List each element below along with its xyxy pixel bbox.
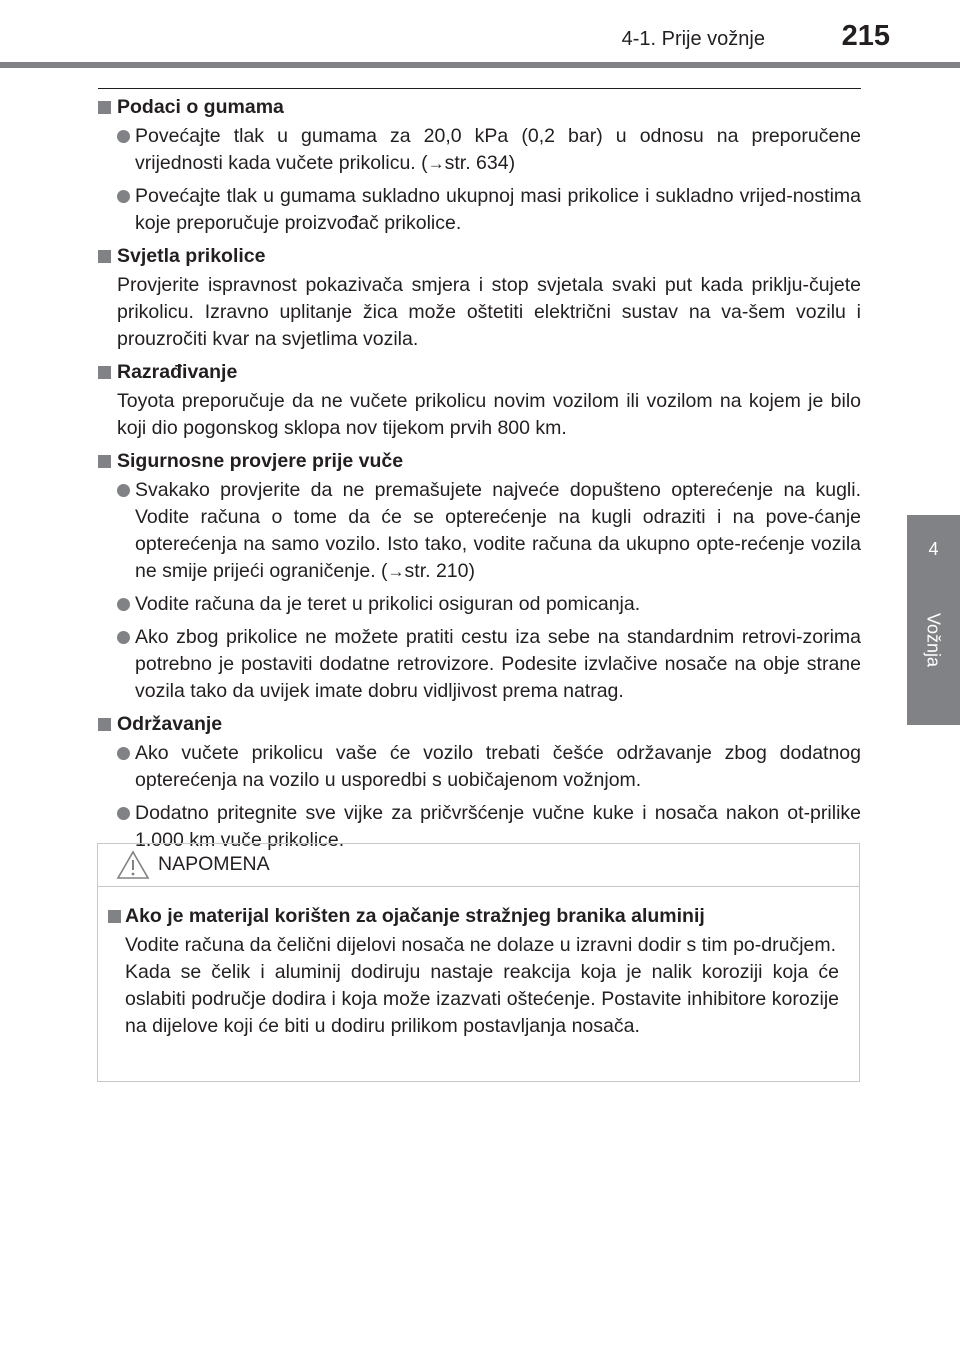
bullet-text: Povećajte tlak u gumama za 20,0 kPa (0,2 bar) u odnosu na preporučene vrijednosti kada vučete prikolicu. (: [135, 125, 861, 174]
chapter-number: 4: [928, 539, 939, 559]
round-bullet-icon: [117, 130, 130, 143]
section-lights: [98, 243, 861, 353]
notice-header: [98, 844, 859, 887]
paragraph: Provjerite ispravnost pokazivača smjera i stop svjetala svaki put kada priklju-čujete prikolicu. Izravno uplitanje žica može oštetiti električni sustav na va-šem vozilu i prouzročiti kvar na svjetlima vozila.: [117, 274, 861, 350]
warning-triangle-icon: [116, 850, 150, 880]
paragraph: Toyota preporučuje da ne vučete prikolicu novim vozilom ili vozilom na kojem je bilo koji dio pogonskog sklopa nov tijekom prvih 800 km.: [117, 390, 861, 439]
square-bullet-icon: [98, 455, 111, 468]
bullet-item: [98, 123, 861, 177]
square-bullet-icon: [98, 718, 111, 731]
bullet-text: Dodatno pritegnite sve vijke za pričvršćenje vučne kuke i nosača nakon ot-prilike 1.000 km vuče prikolice.: [135, 802, 861, 851]
section-safety-checks: [98, 448, 861, 705]
square-bullet-icon: [108, 910, 121, 923]
section-title: [98, 711, 861, 738]
bullet-text: Povećajte tlak u gumama sukladno ukupnoj masi prikolice i sukladno vrijed-nostima koje preporučuje proizvođač prikolice.: [135, 185, 861, 234]
section-break-in: [98, 359, 861, 442]
page-number: 215: [841, 20, 890, 52]
section-title-text: Svjetla prikolice: [117, 245, 266, 267]
notice-box: [97, 843, 860, 1082]
bullet-item: [98, 477, 861, 585]
bullet-item: [98, 591, 861, 618]
bullet-item: [98, 183, 861, 237]
bullet-text: Svakako provjerite da ne premašujete najveće dopušteno opterećenje na kugli. Vodite računa o tome da će se opterećenje na kugli odraziti i na pove-ćanje opterećenja na samo vozilo. Isto tako, vodite računa da ukupno opte-rećenje vozila ne smije prijeći ograničenje. (: [135, 479, 861, 582]
content-top-rule: [98, 88, 861, 89]
page-reference-link[interactable]: str. 634): [444, 152, 516, 174]
bullet-text: Vodite računa da je teret u prikolici osiguran od pomicanja.: [135, 593, 641, 615]
section-title: [98, 359, 861, 386]
notice-section-title-text: Ako je materijal korišten za ojačanje stražnjeg branika aluminij: [125, 905, 705, 927]
section-maintenance: [98, 711, 861, 854]
square-bullet-icon: [98, 366, 111, 379]
round-bullet-icon: [117, 598, 130, 611]
section-title-text: Razrađivanje: [117, 361, 238, 383]
arrow-icon: →: [387, 562, 405, 581]
notice-section-title: [108, 903, 839, 930]
section-title: [98, 243, 861, 270]
round-bullet-icon: [117, 484, 130, 497]
chapter-label: Vožnja: [923, 612, 944, 668]
section-title-text: Održavanje: [117, 713, 223, 735]
round-bullet-icon: [117, 190, 130, 203]
bullet-text: Ako vučete prikolicu vaše će vozilo trebati češće održavanje zbog dodatnog opterećenja na vozilo u usporedbi s uobičajenom vožnjom.: [135, 742, 861, 791]
round-bullet-icon: [117, 747, 130, 760]
square-bullet-icon: [98, 101, 111, 114]
square-bullet-icon: [98, 250, 111, 263]
chapter-side-tab: [907, 515, 960, 725]
round-bullet-icon: [117, 807, 130, 820]
section-title: [98, 448, 861, 475]
section-title-text: Podaci o gumama: [117, 96, 284, 118]
notice-body: [98, 887, 859, 1040]
section-title: [98, 94, 861, 121]
round-bullet-icon: [117, 631, 130, 644]
page-content: [98, 94, 861, 860]
notice-heading: NAPOMENA: [158, 853, 270, 875]
page-reference-link[interactable]: str. 210): [404, 560, 475, 582]
notice-paragraph: Kada se čelik i aluminij dodiruju nastaje reakcija koja je nalik koroziji koja će oslabiti područje dodira i koja može izazvati oštećenje. Postavite inhibitore korozije na dijelove koji će biti u dodiru prilikom postavljanja nosača.: [125, 961, 839, 1037]
chapter-title: 4-1. Prije vožnje: [621, 28, 765, 50]
page-header: [0, 0, 960, 64]
section-tyres: [98, 94, 861, 237]
notice-paragraph: Vodite računa da čelični dijelovi nosača ne dolaze u izravni dodir s tim po-dručjem.: [125, 934, 837, 956]
arrow-icon: →: [427, 154, 445, 173]
bullet-text: Ako zbog prikolice ne možete pratiti cestu iza sebe na standardnim retrovi-zorima potrebno je postaviti dodatne retrovizore. Podesite izvlačive nosače na obje strane vozila tako da uvijek imate dobru vidljivost prema natrag.: [135, 626, 861, 702]
bullet-item: [98, 624, 861, 705]
section-title-text: Sigurnosne provjere prije vuče: [117, 450, 404, 472]
header-rule: [0, 62, 960, 68]
bullet-item: [98, 740, 861, 794]
